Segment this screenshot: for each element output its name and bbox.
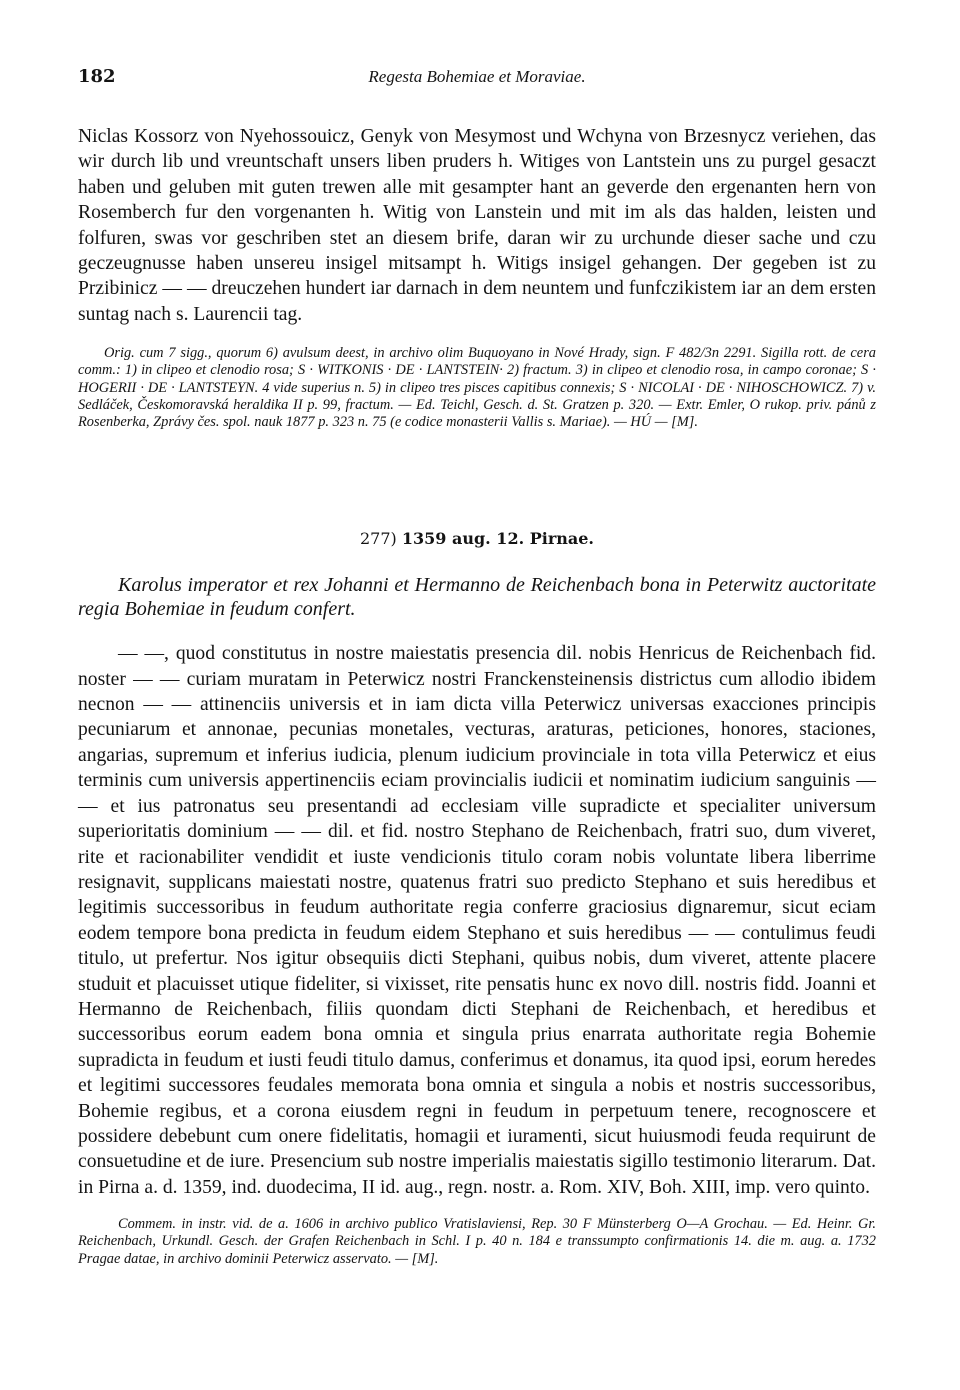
document-number: 277)	[360, 529, 397, 549]
previous-document-notes: Orig. cum 7 sigg., quorum 6) avulsum deest, in archivo olim Buquoyano in Nové Hrady, sign. F 482/3n 2291. Sigilla rott. de cera comm.: 1) in clipeo et clenodio rosa; S · WITKONIS · DE · LANTSTEIN· 2) fractum. 3) in clipeo et clenodio rosa, in campo coronae; S · HOGERII · DE · LANTSTEYN. 4 vide superius n. 5) in clipeo tres pisces capitibus connexis; S · NICOLAI · DE · NIHOSCHOWICZ. 7) v. Sedláček, Českomoravská heraldika II p. 99, fractum. — Ed. Teichl, Gesch. d. St. Gratzen p. 320. — Extr. Emler, O rukop. priv. pánů z Rosenberka, Zprávy čes. spol. nauk 1877 p. 323 n. 75 (e codice monasterii Vallis s. Mariae). — HÚ — [M].	[78, 345, 876, 431]
document-regest: Karolus imperator et rex Johanni et Hermanno de Reichenbach bona in Peterwitz auctoritate regia Bohemiae in feudum confert.	[78, 574, 876, 621]
page-header	[78, 66, 876, 102]
previous-document-text: Niclas Kossorz von Nyehossouicz, Genyk von Mesymost und Wchyna von Brzesnycz veriehen, das wir durch lib und vreuntschaft unsers liben pruders h. Witiges von Lantstein uns zu purgel gesaczt haben und geluben mit guten trewen alle mit gesampter hant an geverde den ergenanten hern von Rosemberch fur den vorgenanten h. Witig von Lanstein und mit im als das halden, leisten und folfuren, swas vor geschriben stet an diesem brife, daran wir zu urchunde dieser sache und czu geczeugnusse haben unsereu insigel mitsampt h. Witigs insigel gehangen. Der gegeben ist zu Przibinicz — — dreuczehen hundert iar darnach in dem neuntem und funfczikistem iar an dem ersten suntag nach s. Laurencii tag.	[78, 126, 876, 325]
page-number: 182	[78, 66, 116, 87]
document-notes: Commem. in instr. vid. de a. 1606 in archivo publico Vratislaviensi, Rep. 30 F Münsterberg O—A Grochau. — Ed. Heinr. Gr. Reichenbach, Urkundl. Gesch. der Grafen Reichenbach in Schl. I p. 40 n. 184 e transsumpto confirmationis 14. die m. aug. a. 1732 Pragae datae, in archivo dominii Peterwicz asservato. — [M].	[78, 1216, 876, 1267]
document-date-place: 1359 aug. 12. Pirnae.	[401, 529, 594, 549]
document-heading	[78, 529, 876, 555]
running-head: Regesta Bohemiae et Moraviae.	[368, 67, 586, 86]
document-text: — —, quod constitutus in nostre maiestatis presencia dil. nobis Henricus de Reichenbach fid. noster — — curiam muratam in Peterwicz nostri Franckensteinensis districtus cum allodio ibidem necnon — — attinenciis universis et in iam dicta villa Peterwicz universas exacciones principis pecuniarum et annonae, pecunias monetales, vecturas, araturas, peticiones, honores, staciones, angarias, supremum et inferius iudicia, plenum iudicium provinciale in tota villa Peterwicz et eius terminis cum universis appertinenciis eciam provincialis iudicii et nominatim iudicium sanguinis — — et ius patronatus seu presentandi ad ecclesiam ville supradicte et specialiter universum superioritatis dominium — — dil. et fid. nostro Stephano de Reichenbach, fratri suo, dum viveret, rite et racionabiliter vendidit et iuste vendicionis titulo coram nobis voluntate libera liberrime resignavit, supplicans maiestati nostre, quatenus fratri suo predicto Stephano et suis heredibus et legitimis successoribus in feudum authoritate regia conferre graciosius dignaremur, sicut eciam eodem tempore bona predicta in feudum eidem Stephano et suis heredibus — — contulimus feudi titulo, ut prefertur. Nos igitur obsequiis dicti Stephani, quibus nobis, dum viveret, attente placere studuit et placuisset utique fideliter, si vixisset, rite pensatis hunc ex novo dill. nostris fidd. Joanni et Hermanno de Reichenbach, filiis quondam dicti Stephani de Reichenbach, et heredibus et successoribus eorum eadem bona omnia et singula prius enarrata authoritate regia Bohemie supradicta in feudum et iusti feudi titulo damus, conferimus et donamus, ita quod ipsi, eorum heredes et legitimi successores feudales memorata bona omnia et singula a nobis et nostris successoribus, Bohemie regibus, et a corona eiusdem regni in feudum in perpetuum tenere, recognoscere et possidere debebunt cum onere fidelitatis, homagii et iuramenti, sicut huiusmodi feuda requirunt de consuetudine et de iure. Presencium sub nostre imperialis maiestatis sigillo testimonio literarum. Dat. in Pirna a. d. 1359, ind. duodecima, II id. aug., regn. nostr. a. Rom. XIV, Boh. XIII, imp. vero quinto.	[78, 643, 876, 1198]
